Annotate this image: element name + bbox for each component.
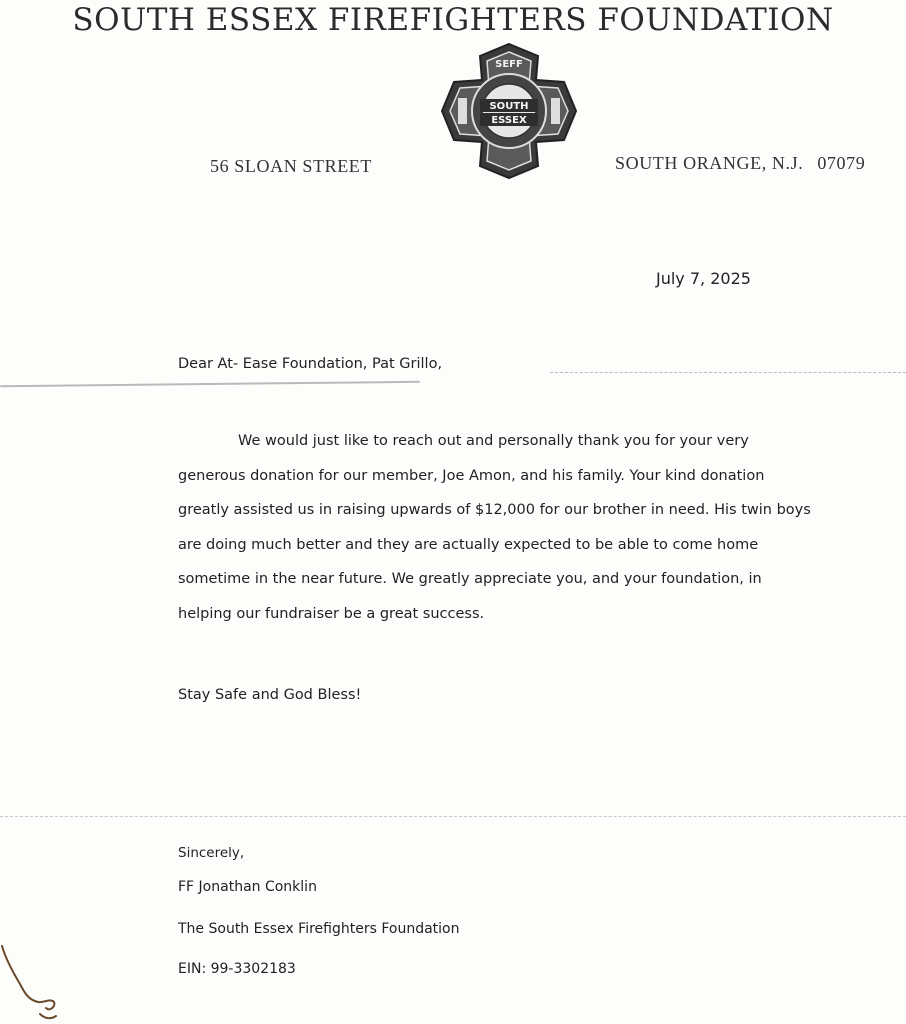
address-city-line	[615, 153, 865, 174]
salutation: Dear At- Ease Foundation, Pat Grillo,	[178, 356, 443, 372]
address-street: 56 SLOAN STREET	[210, 156, 372, 176]
scan-artifact-dash	[0, 816, 906, 817]
pen-mark	[0, 940, 80, 1024]
signer-name: FF Jonathan Conklin	[178, 879, 317, 895]
closing-line: Stay Safe and God Bless!	[178, 687, 362, 703]
organization-name: The South Essex Firefighters Foundation	[178, 921, 460, 937]
logo-center-text-2: ESSEX	[491, 115, 527, 126]
fire-department-seal-icon	[440, 42, 578, 180]
address-city: SOUTH ORANGE, N.J.	[615, 153, 804, 173]
valediction: Sincerely,	[178, 845, 245, 861]
address-zip: 07079	[817, 153, 866, 173]
scan-artifact-line	[0, 381, 420, 387]
letter-date: July 7, 2025	[656, 269, 751, 288]
scan-artifact-dash	[550, 372, 906, 373]
letter-body: We would just like to reach out and personally thank you for your very generous donation for our member, Joe Amon, and his family. Your kind donation greatly assisted us in raising upwards of $12,000 for our brother in need. His twin boys are doing much better and they are actually expected to be able to come home sometime in the near future. We greatly appreciate you, and your foundation, in helping our fundraiser be a great success.	[178, 433, 811, 622]
letterhead-title: SOUTH ESSEX FIREFIGHTERS FOUNDATION	[72, 2, 834, 38]
logo-center-text-1: SOUTH	[489, 101, 529, 112]
logo-top-text: SEFF	[495, 59, 523, 70]
ein-number: EIN: 99-3302183	[178, 961, 296, 977]
